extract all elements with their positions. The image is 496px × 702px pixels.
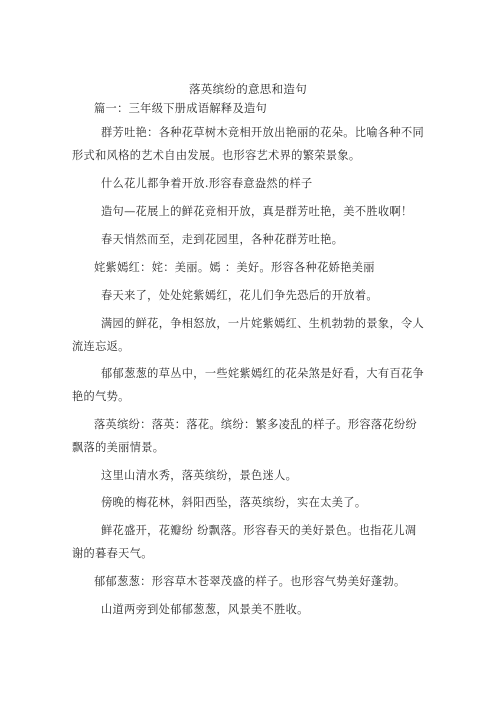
text-line: 山道两旁到处郁郁葱葱，风景美不胜收。 <box>101 603 309 616</box>
text-line: 傍晚的梅花林，斜阳西坠，落英缤纷，实在太美了。 <box>101 496 367 509</box>
text-line: 造句—花展上的鲜花竞相开放，真是群芳吐艳，美不胜收啊！ <box>101 205 413 218</box>
text-line: 春天悄然而至，走到花园里，各种花群芳吐艳。 <box>101 233 344 246</box>
text-line: 落英缤纷：落英：落花。缤纷：繁多凌乱的样子。形容落花纷纷 <box>94 418 418 431</box>
text-line: 流连忘返。 <box>72 340 130 353</box>
text-line: 郁郁葱葱的草丛中，一些姹紫嫣红的花朵煞是好看，大有百花争 <box>101 367 425 380</box>
text-line: 姹紫嫣红：姹：美丽。嫣 ：美好。形容各种花娇艳美丽 <box>94 261 375 274</box>
text-line: 鲜花盛开，花瓣纷 纷飘落。形容春天的美好景色。也指花儿凋 <box>101 524 417 537</box>
text-line: 艳的气势。 <box>72 390 130 403</box>
text-line: 谢的暮春天气。 <box>72 547 153 560</box>
text-line: 飘落的美丽情景。 <box>72 441 165 454</box>
section-heading: 篇一：三年级下册成语解释及造句 <box>94 102 268 115</box>
text-line: 春天来了，处处姹紫嫣红，花儿们争先恐后的开放着。 <box>101 289 378 302</box>
text-line: 形式和风格的艺术自由发展。也形容艺术界的繁荣景象。 <box>72 149 361 162</box>
document-title: 落英缤纷的意思和造句 <box>189 82 307 96</box>
text-line: 郁郁葱葱：形容草木苍翠茂盛的样子。也形容气势美好蓬勃。 <box>94 575 406 588</box>
text-line: 什么花儿都争着开放.形容春意盎然的样子 <box>101 177 313 190</box>
text-line: 满园的鲜花，争相怒放，一片姹紫嫣红、生机勃勃的景象，令人 <box>101 317 425 330</box>
text-line: 这里山清水秀，落英缤纷，景色迷人。 <box>101 469 298 482</box>
text-line: 群芳吐艳：各种花草树木竞相开放出艳丽的花朵。比喻各种不同 <box>101 126 425 139</box>
